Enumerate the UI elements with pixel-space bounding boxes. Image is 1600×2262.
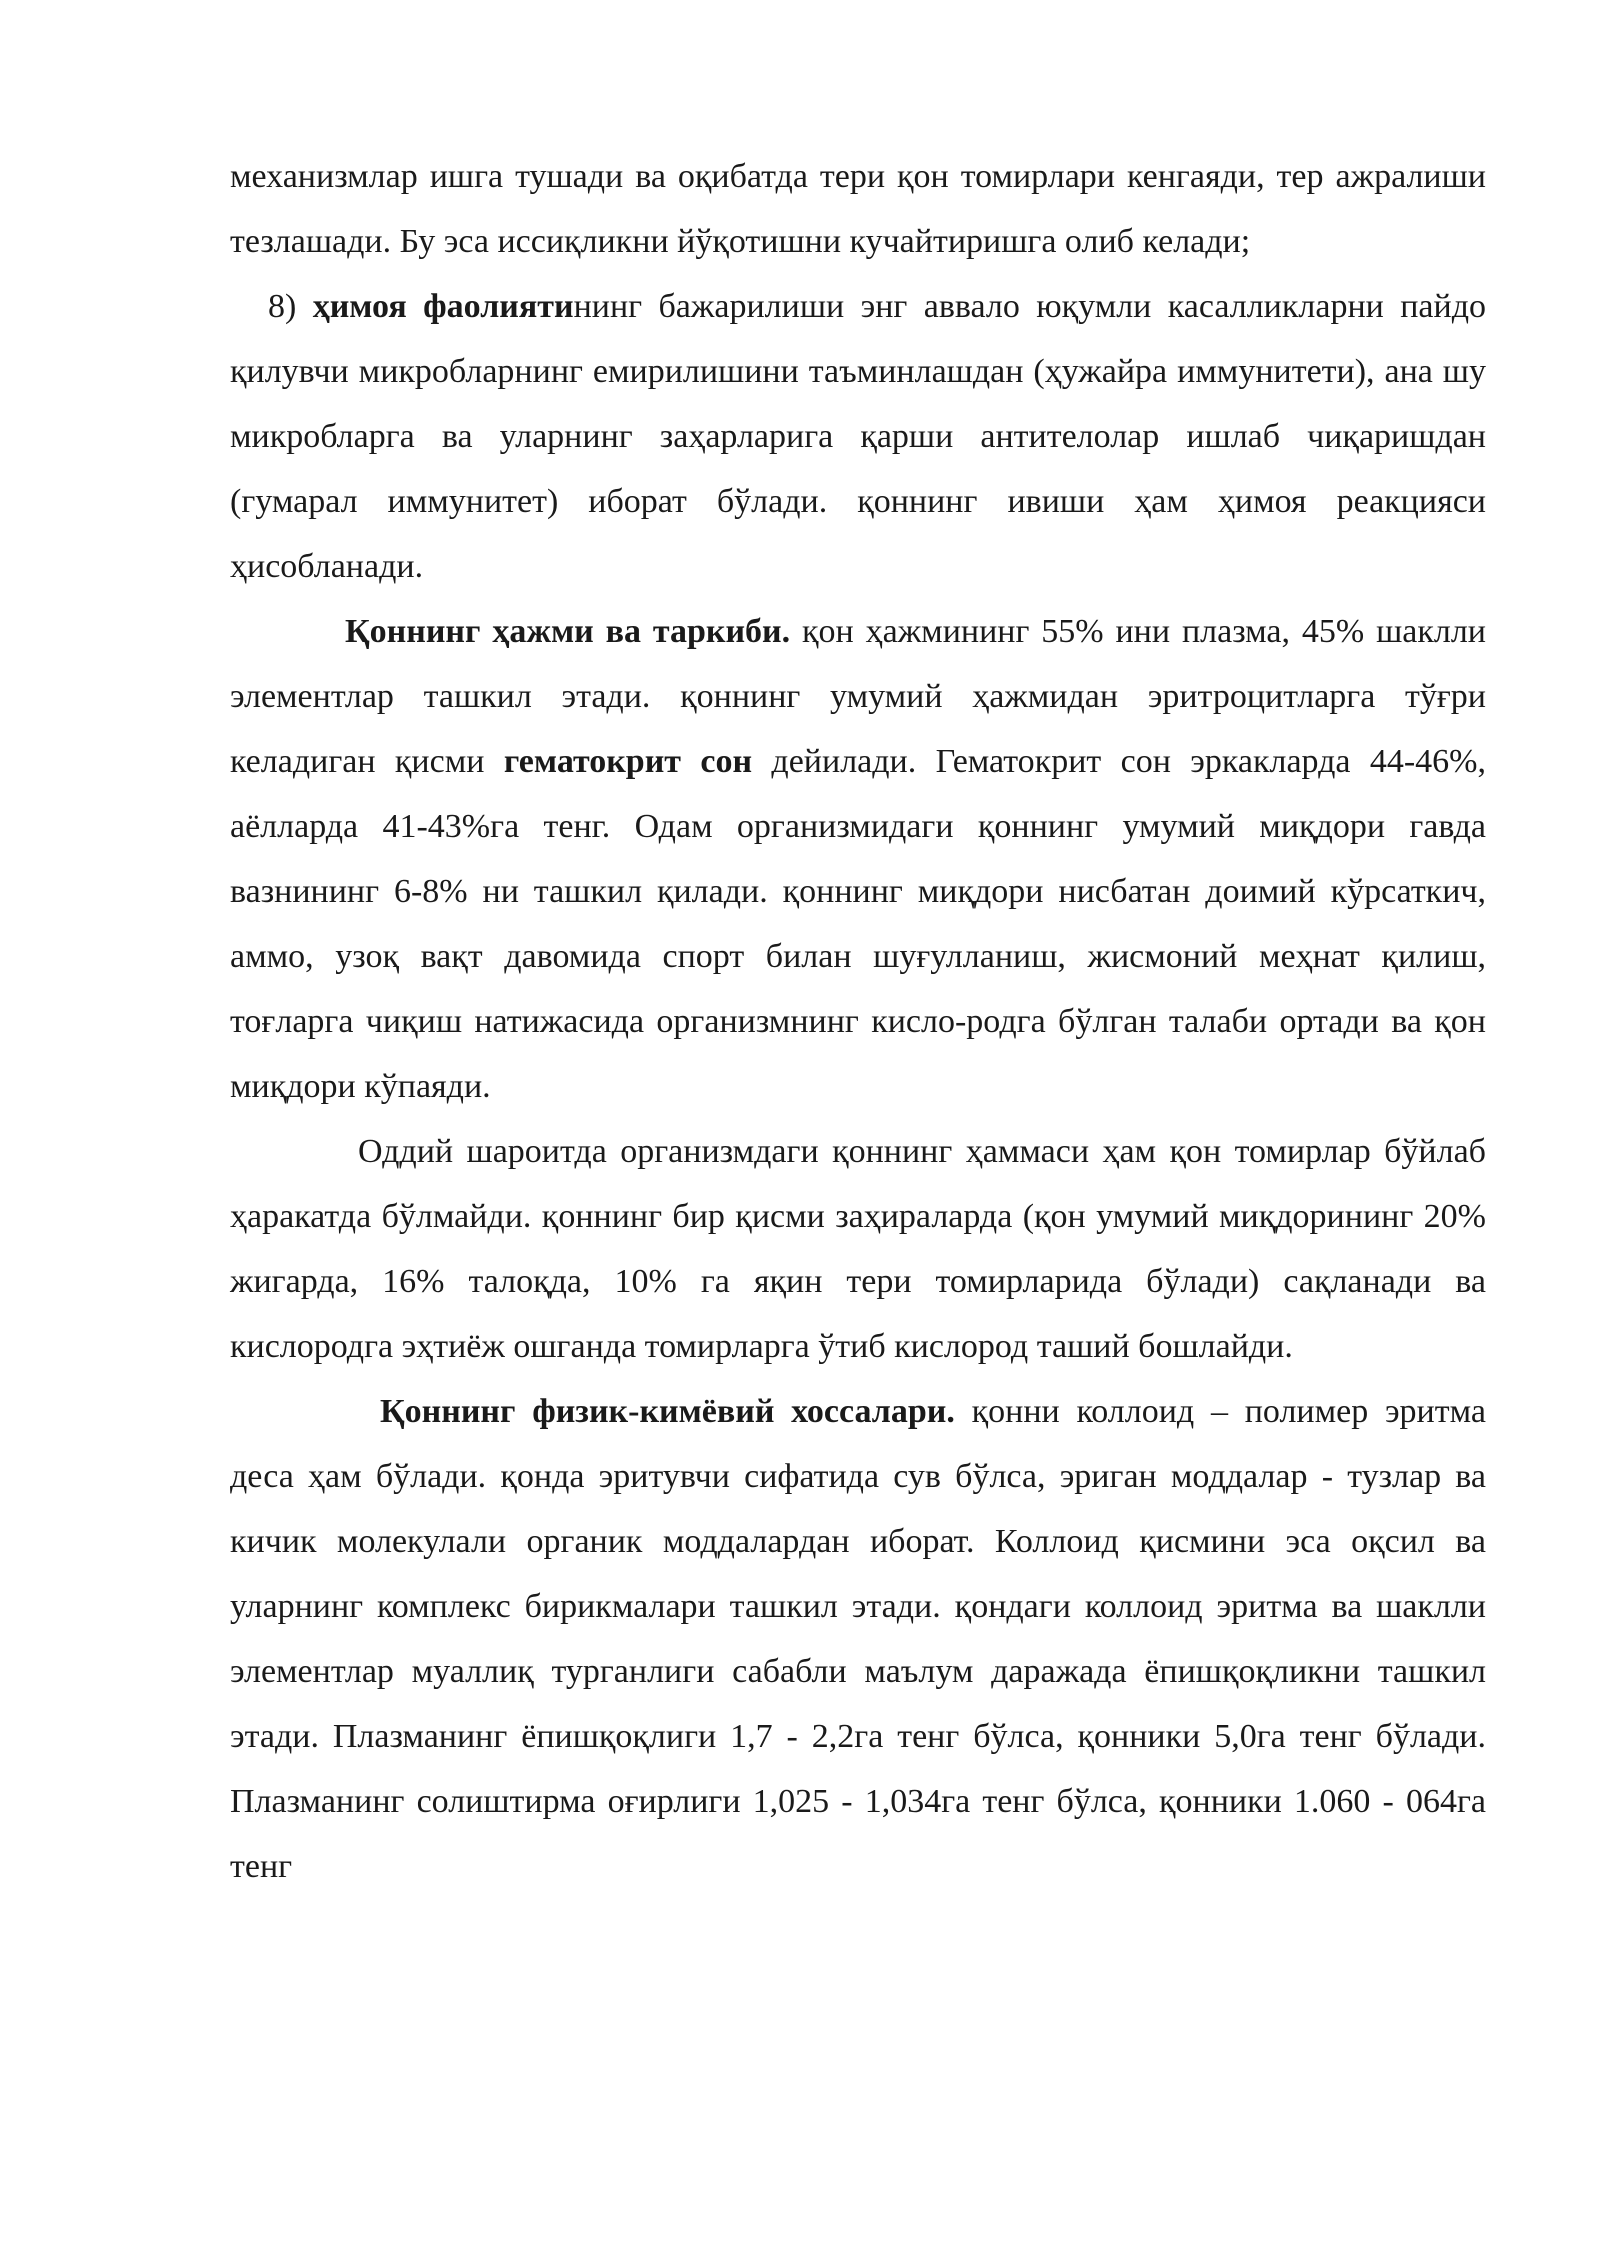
bold-term-hematocrit: гематокрит сон <box>503 743 753 780</box>
paragraph-text: Оддий шароитда организмдаги қоннинг ҳаммаси ҳам қон томирлар бўйлаб ҳаракатда бўлмайди. қоннинг бир қисми заҳираларда (қон умумий миқдорининг 20% жигарда, 16% талоқда, 10% га яқин тери томирларида бўлади) сақланади ва кислородга эҳтиёж ошганда томирларга ўтиб кислород таший бошлайди. <box>230 1133 1486 1365</box>
paragraph-blood-volume <box>230 599 1486 1119</box>
paragraph-text: дейилади. Гематокрит сон эркакларда 44-46%, аёлларда 41-43%га тенг. Одам организмидаги қоннинг умумий миқдори гавда вазнининг 6-8% ни ташкил қилади. қоннинг миқдори нисбатан доимий кўрсаткич, аммо, узоқ вақт давомида спорт билан шуғулланиш, жисмоний меҳнат қилиш, тоғларга чиқиш натижасида организмнинг кисло-родга бўлган талаби ортади ва қон миқдори кўпаяди. <box>230 743 1487 1105</box>
paragraph-heat-regulation <box>230 144 1486 274</box>
paragraph-blood-reserves <box>230 1119 1486 1379</box>
bold-term-protective-function: ҳимоя фаолияти <box>312 288 574 325</box>
paragraph-physico-chemical <box>230 1379 1486 1899</box>
document-page <box>230 144 1486 1899</box>
section-heading-physico-chemical: Қоннинг физик-кимёвий хоссалари. <box>380 1393 955 1430</box>
paragraph-text: механизмлар ишга тушади ва оқибатда тери қон томирлари кенгаяди, тер ажралиши тезлашади. Бу эса иссиқликни йўқотишни кучайтиришга олиб келади; <box>230 158 1486 260</box>
list-number: 8) <box>268 288 313 325</box>
section-heading-blood-volume: Қоннинг ҳажми ва таркиби. <box>345 613 791 650</box>
paragraph-text: қонни коллоид – полимер эритма деса ҳам бўлади. қонда эритувчи сифатида сув бўлса, эриган моддалар - тузлар ва кичик молекулали органик моддалардан иборат. Коллоид қисмини эса оқсил ва уларнинг комплекс бирикмалари ташкил этади. қондаги коллоид эритма ва шаклли элементлар муаллиқ турганлиги сабабли маълум даражада ёпишқоқликни ташкил этади. Плазманинг ёпишқоқлиги 1,7 - 2,2га тенг бўлса, қонники 5,0га тенг бўлади. Плазманинг солиштирма оғирлиги 1,025 - 1,034га тенг бўлса, қонники 1.060 - 064га тенг <box>230 1393 1486 1885</box>
paragraph-text: қон ҳажмининг 55% ини плазма, 45% шаклли элементлар ташкил этади. қоннинг умумий ҳажмидан эритроцитларга тўғри келадиган қисми <box>230 613 1487 780</box>
paragraph-text: нинг бажарилиши энг аввало юқумли касалликларни пайдо қилувчи микробларнинг емирилишини таъминлашдан (ҳужайра иммунитети), ана шу микробларга ва уларнинг заҳарларига қарши антителолар ишлаб чиқаришдан (гумарал иммунитет) иборат бўлади. қоннинг ивиши ҳам ҳимоя реакцияси ҳисобланади. <box>230 288 1487 585</box>
paragraph-protective-function <box>230 274 1486 599</box>
